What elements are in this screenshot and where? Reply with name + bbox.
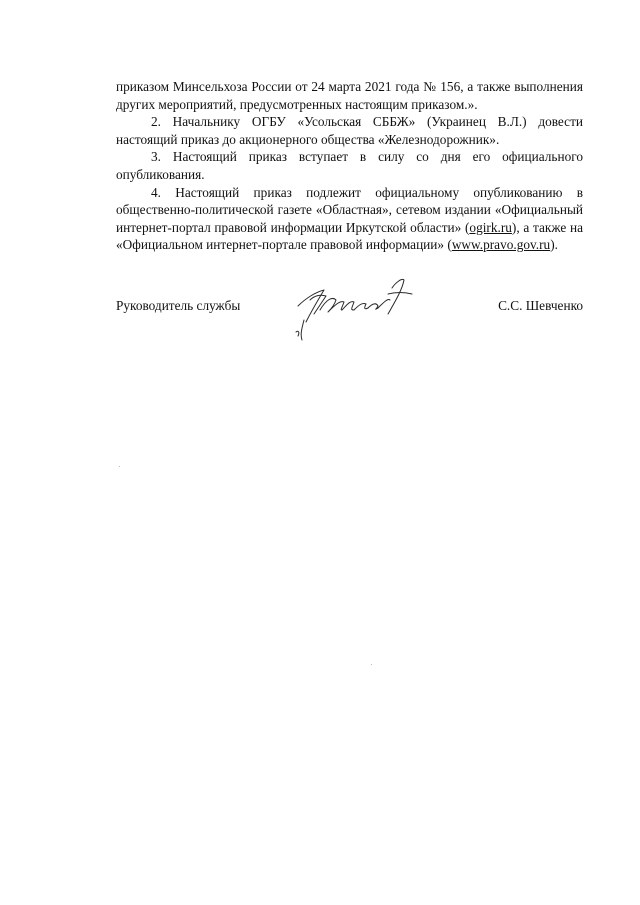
- paragraph-3: 3. Настоящий приказ вступает в силу со дня его официального опубликования.: [116, 149, 583, 182]
- handwritten-signature: [284, 270, 424, 350]
- paragraph-4-text-middle: ), а также на «Официальном интернет-портале правовой информации» (: [116, 219, 583, 253]
- paragraph-4-text-end: ).: [550, 237, 558, 253]
- document-body: [116, 78, 583, 254]
- scan-speck: [371, 664, 372, 665]
- paragraph-4: [116, 184, 583, 254]
- paragraph-2: 2. Начальнику ОГБУ «Усольская СББЖ» (Украинец В.Л.) довести настоящий приказ до акционерного общества «Железнодорожник».: [116, 114, 583, 147]
- signatory-role: Руководитель службы: [116, 298, 241, 313]
- pravo-gov-link[interactable]: www.pravo.gov.ru: [451, 237, 551, 253]
- ogirk-link[interactable]: ogirk.ru: [469, 219, 512, 235]
- signatory-name: С.С. Шевченко: [498, 298, 583, 313]
- signature-block: [116, 298, 583, 358]
- paragraph-continuation: приказом Минсельхоза России от 24 марта 2021 года № 156, а также выполнения других мероприятий, предусмотренных настоящим приказом.».: [116, 79, 583, 112]
- scan-speck: [119, 466, 120, 467]
- paragraph-4-text-start: 4. Настоящий приказ подлежит официальному опубликованию в общественно-политической газете «Областная», сетевом издании «Официальный интернет-портал правовой информации Иркутской области» (: [116, 184, 583, 235]
